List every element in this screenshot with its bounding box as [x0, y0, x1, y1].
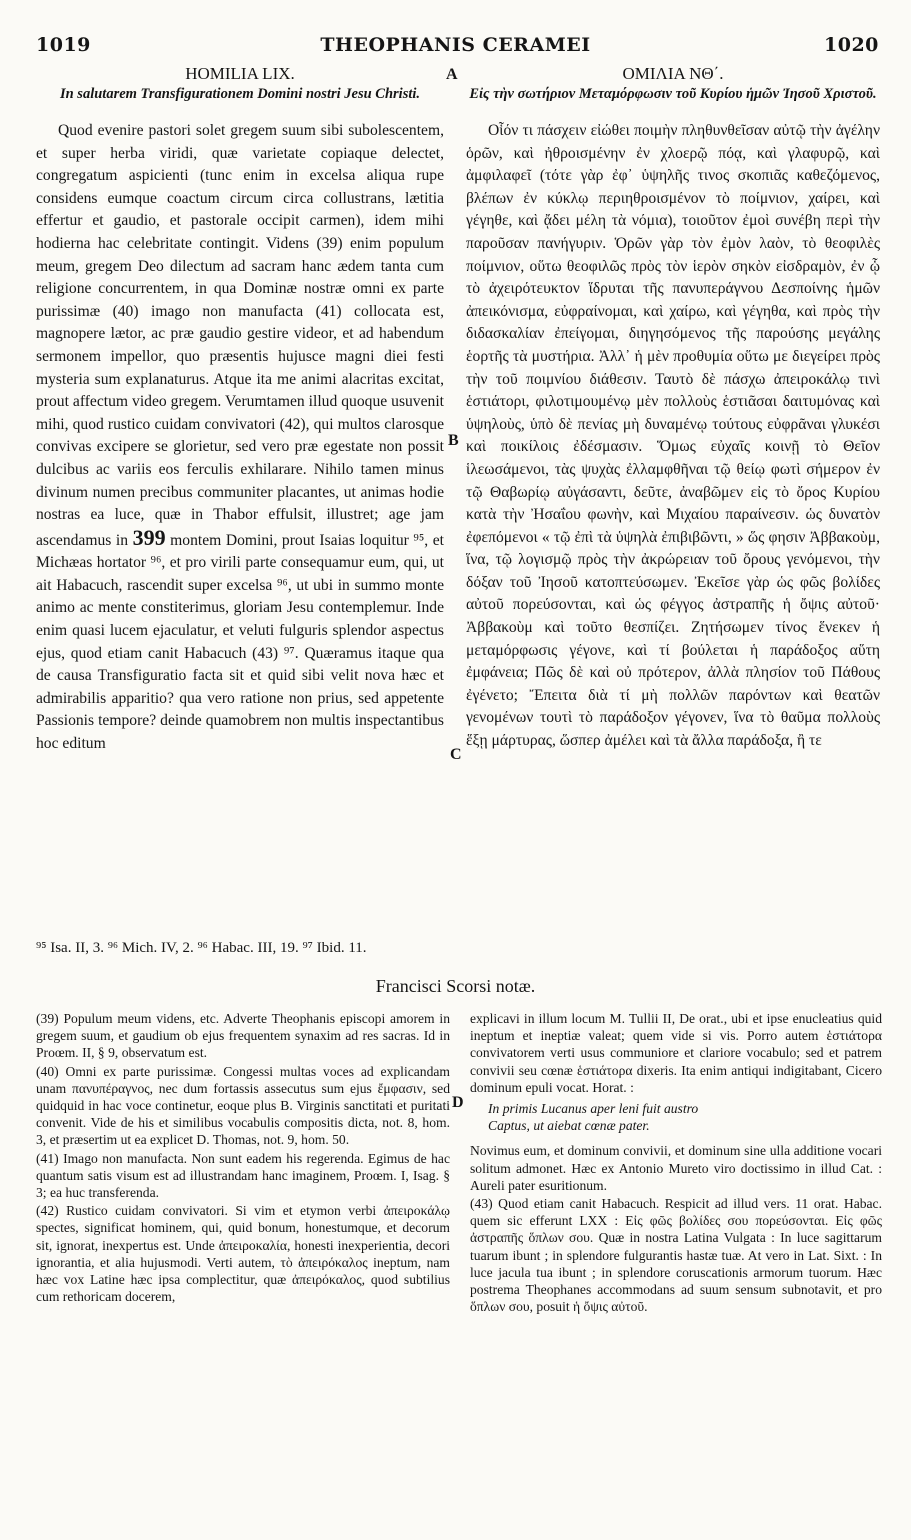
latin-body-cont: montem Domini, prout Isaias loquitur ⁹⁵, et Michæas hortator ⁹⁶, et pro virili parte consequamur eum, qui, ut ait Habacuch, rascendit super excelsa ⁹⁶, ut ubi in summo monte animo ac mente constiterimus, gloriam Jesu contemplemur. Inde enim quasi lucem ejaculatur, et veluti fulguris splendor aspectus ejus, quod etiam canit Habacuch (43) ⁹⁷. Quæramus itaque qua de causa Transfiguratio facta sit et quid sibi velit nova hæc et admirabilis apparitio? qua vero ratione non prius, sed appetente Passionis tempore? deinde quamobrem non multis inspectantibus hoc editum — [36, 531, 444, 753]
left-page-number: 1019 — [36, 34, 91, 56]
quote-line-2: Captus, ut aiebat cœnæ pater. — [488, 1118, 650, 1134]
greek-text — [466, 120, 880, 753]
latin-title: HOMILIA LIX. — [185, 64, 295, 83]
running-title: THEOPHANIS CERAMEI — [320, 34, 591, 56]
footnotes: ⁹⁵ Isa. II, 3. ⁹⁶ Mich. IV, 2. ⁹⁶ Habac. III, 19. ⁹⁷ Ibid. 11. — [36, 940, 367, 956]
quote-line-1: In primis Lucanus aper leni fuit austro — [488, 1101, 699, 1117]
note-43: (43) Quod etiam canit Habacuch. Respicit ad illud vers. 11 orat. Habac. quem sic efferunt LXX : Εἰς φῶς βολίδες σου πορεύσονται. Εἰς φῶς ἀστραπῆς ὅπλων σου. Quæ in nostra Latina Vulgata : In luce sagittarum tuarum ibunt ; in splendore fulgurantis hastæ tuæ. At vero in Lat. Sixt. : In luce jacula tua ibunt ; in splendore coruscationis armorum tuorum. Hæc postrema Theophanes accommodans ad suum sensum subnotavit, et pro ὅπλων σου, posuit ἡ ὄψις αὐτοῦ. — [470, 1196, 882, 1315]
latin-text — [36, 120, 444, 756]
note-42-cont: explicavi in illum locum M. Tullii II, De orat., ubi et ipse enucleatius quid ineptum et ineptiæ valeat; quem vide si vis. Porro autem ἑστιάτορα convivatorem verti usus communiore et clariore vocabulo; sed et patrem convivii seu cœnæ ἑστιάτορα dixeris. Ita enim antiqui indigitabant, Cicero dominum epuli vocat. Horat. : — [470, 1011, 882, 1095]
note-40: (40) Omni ex parte purissimæ. Congessi multas voces ad explicandam unam πανυπέραγνος, nec dum fortassis assecutus sum ejus ἔμφασιν, sed quidquid in hac voce continetur, eoque plus B. Virginis sanctitati et puritati convenit. Vide de his et similibus vocabulis compositis dicta, not. 8, hom. 3, et præsertim ut ea explicet D. Thomas, not. 9, hom. 50. — [36, 1063, 450, 1148]
latin-body: Quod evenire pastori solet gregem suum sibi subolescentem, et super herba viridi, quæ varietate copiaque delectet, congregatum aspicienti (tunc enim in excelsa aliqua rupe considens eumque coactum circum circa collustrans, lætitia effertur et gaudio, et pastorale occipit carmen), idem mihi hodierna hac celebritate contingit. Videns (39) enim populum meum, gregem Deo dilectum ad sacram hanc ædem tanta cum religione concurrentem, in qua Dominæ nostræ omni ex parte purissimæ (40) imago non manufacta (41) collocata est, magnopere lætor, ac præ gaudio gestire videor, et ad habendum sermonem impellor, quo præsentis hujusce magni diei festi mysteria sum explanaturus. Atque ita me animi alacritas excitat, prout affectum video gregem. Verumtamen illud quoque usuvenit mihi, quod rustico cuidam convivatori (42), qui multos clarosque convivas excipere se glorietur, sed vero præ egestate non possit dulcibus ac variis eos ferculis exhilarare. Nihilo tamen minus divinum numen precibus communiter placantes, ut animas hodie nostras ea luce, quæ in Thabor effulsit, illustret; age jam ascendamus in — [36, 122, 444, 549]
margin-marker-b: B — [448, 432, 459, 449]
note-39: (39) Populum meum videns, etc. Adverte Theophanis episcopi amorem in gregem suum, et gaudium ob ejus frequentem synaxim ad res sacras. Id in Proœm. II, § 9, observatum est. — [36, 1011, 450, 1061]
notes-right-column — [470, 1010, 882, 1316]
note-42-end: Novimus eum, et dominum convivii, et dominum sine ulla additione vocari solitum admonet. Hæc ex Antonio Mureto viro doctissimo in illud Cat. : Aureli pater esuritionum. — [470, 1143, 882, 1193]
latin-subtitle: In salutarem Transfigurationem Domini nostri Jesu Christi. — [59, 86, 421, 102]
note-42: (42) Rustico cuidam convivatori. Si vim et etymon verbi ἀπειροκάλῳ spectes, significat hominem, qui, quid bonum, honestumque, et decorum sit, ignorat, inexpertus est. Unde ἀπειροκαλία, honesti inexperientia, decori ignorantia, et alia hujusmodi. Verti autem, τὸ ἀπειρόκαλος ineptum, nam hæc vox Latine hæc ipsa complectitur, quæ ἀπειρόκαλος, quod subtilius cum rethoricam docerem, — [36, 1203, 450, 1305]
notes-left-column — [36, 1010, 450, 1306]
right-page-number: 1020 — [824, 34, 879, 56]
margin-marker-c: C — [450, 746, 462, 763]
margin-marker-a: A — [446, 66, 458, 83]
notes-heading: Francisci Scorsi notæ. — [375, 976, 536, 996]
margin-marker-d: D — [452, 1094, 464, 1111]
horace-quote — [470, 1100, 882, 1134]
greek-title: ΟΜΙΛΙΑ ΝΘ΄. — [622, 64, 724, 83]
inline-page-number: 399 — [132, 524, 166, 550]
note-41: (41) Imago non manufacta. Non sunt eadem his regerenda. Egimus de hac quantum satis visum est ad illustrandam hanc imaginem, Proœm. I, Isag. § 3; ea huc transferenda. — [36, 1150, 450, 1201]
greek-subtitle: Εἰς τὴν σωτήριον Μεταμόρφωσιν τοῦ Κυρίου ἡμῶν Ἰησοῦ Χριστοῦ. — [469, 86, 877, 102]
greek-body: Οἷόν τι πάσχειν εἰώθει ποιμὴν πληθυνθεῖσαν αὐτῷ τὴν ἀγέλην ὁρῶν, καὶ ἠθροισμένην ἐν χλοερῷ πόᾳ, καὶ γλαφυρῷ, καὶ ἀμφιλαφεῖ (τότε γὰρ ἐφ᾽ ὑψηλῆς τινος σκοπιᾶς καθεζόμενος, βλέπων ἐν κύκλῳ περιηθροισμένον τὸ ποίμνιον, χαίρει, καὶ γέγηθε, καὶ ᾄδει μέλη τὰ νόμια), τοιοῦτον ἐμοὶ συνέβη περὶ τὴν παροῦσαν πανήγυριν. Ὁρῶν γὰρ τὸν ἐμὸν λαὸν, τὸ θεοφιλὲς ποίμνιον, οὕτω θεοφιλῶς πρὸς τὸν ἱερὸν σηκὸν εἰσδραμὸν, ἐν ᾧ τὸ ἀχειρότευκτον ἵδρυται τῆς πανυπεράγνου Δεσποίνης ἡμῶν ἀπεικόνισμα, εὐφραίνομαι, καὶ χαίρω, καὶ γέγηθα, καὶ πρὸς τὴν διδασκαλίαν ἐπείγομαι, διηγησόμενος τῆς παρούσης μεγάλης ἑορτῆς τὰ μυστήρια. Ἀλλ᾽ ἡ μὲν προθυμία οὕτω με διεγείρει πρὸς τὴν τοῦ ποιμνίου διάθεσιν. Ταυτὸ δὲ πάσχω ἀπειροκάλῳ τινὶ ἑστιάτορι, φιλοτιμουμένῳ μὲν πολλοὺς ἑστιᾶσαι δαιτυμόνας καὶ ὑψηλοὺς, ὑπὸ δὲ πενίας μὴ δυναμένῳ τούτους εὐφρᾶναι γλυκέσι καὶ ποικίλοις ἐδέσμασιν. Ὅμως εὐχαῖς κοινῇ τὸ Θεῖον ἱλεωσάμενοι, τὰς ψυχὰς ἐλλαμφθῆναι τῷ θείῳ φωτὶ σήμερον ἐν τῷ Θαβωρίῳ αὐγάσαντι, δεῦτε, ἀναβῶμεν εἰς τὸ ὄρος Κυρίου κατὰ τὴν Ἠσαΐου φωνὴν, καὶ Μιχαίου παραίνεσιν. ὡς δυνατὸν ἐφεπόμενοι « τῷ ἐπὶ τὰ ὑψηλὰ ἐπιβιβῶντι, » ὥς φησιν Ἀββακοὺμ, ἵνα, τῷ λογισμῷ πρὸς τὴν ἀκρώρειαν τοῦ ὄρους γενόμενοι, τὴν δόξαν τοῦ Ἰησοῦ κατοπτεύσωμεν. Ἐκεῖσε γὰρ ὡς φῶς βολίδες αὐτοῦ πορεύσονται, καὶ ὡς φέγγος ἀστραπῆς ἡ ὄψις αὐτοῦ· Ἀββακοὺμ καὶ τοῦτο θεσπίζει. Ζητήσωμεν τίνος ἕνεκεν ἡ μεταμόρφωσις γέγονε, καὶ τί βούλεται ἡ παράδοξος αὕτη ἐμφάνεια; Πῶς δὲ καὶ οὐ πρότερον, ἀλλὰ πλησίον τοῦ Πάθους ἐγένετο; Ἔπειτα διὰ τί μὴ πολλῶν παρόντων καὶ θεατῶν γενομένων τουτὶ τὸ παράδοξον γέγονεν, ἵνα τὸ θαῦμα πολλοὺς ἕξῃ μάρτυρας, ὥσπερ ἀμέλει καὶ τὰ ἄλλα παράδοξα, ἢ τε — [466, 122, 880, 750]
